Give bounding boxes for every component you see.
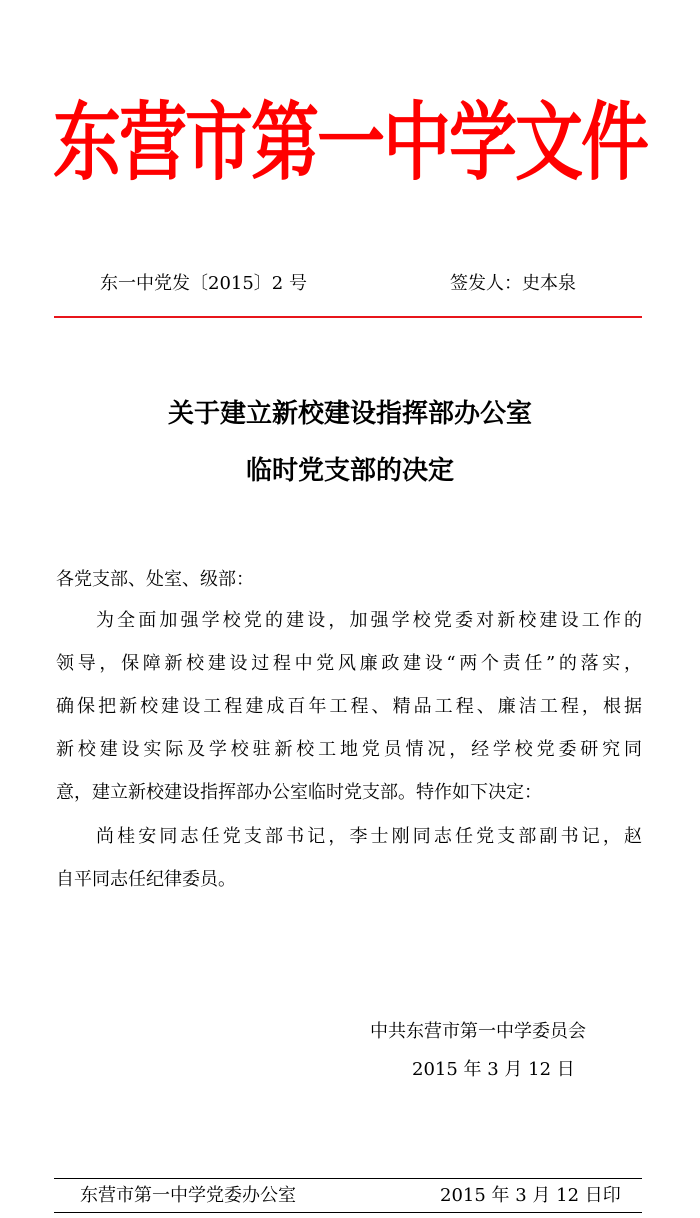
- document-masthead: 东营市第一中学文件: [52, 93, 647, 193]
- issuing-organization: 中共东营市第一中学委员会: [370, 1021, 586, 1042]
- document-title-line-2: 临时党支部的决定: [245, 456, 454, 486]
- paragraph-1-line: 领导，保障新校建设过程中党风廉政建设“两个责任”的落实，: [56, 653, 642, 674]
- paragraph-1-line: 新校建设实际及学校驻新校工地党员情况，经学校党委研究同: [56, 739, 642, 760]
- paragraph-2-line: 尚桂安同志任党支部书记，李士刚同志任党支部副书记，赵: [96, 826, 642, 847]
- document-title-line-1: 关于建立新校建设指挥部办公室: [167, 399, 532, 429]
- issue-date: 2015 年 3 月 12 日: [412, 1059, 575, 1080]
- footer-top-rule: [54, 1178, 642, 1179]
- salutation: 各党支部、处室、级部：: [56, 569, 254, 590]
- footer-office: 东营市第一中学党委办公室: [80, 1185, 296, 1206]
- header-red-rule: [54, 316, 642, 318]
- document-number: 东一中党发〔2015〕2 号: [100, 273, 307, 294]
- paragraph-1-line: 确保把新校建设工程建成百年工程、精品工程、廉洁工程，根据: [56, 696, 642, 717]
- footer-print-date: 2015 年 3 月 12 日印: [440, 1185, 621, 1206]
- paragraph-1-line: 意，建立新校建设指挥部办公室临时党支部。特作如下决定：: [56, 782, 542, 803]
- paragraph-1-line: 为全面加强学校党的建设，加强学校党委对新校建设工作的: [96, 610, 642, 631]
- signer: 签发人：史本泉: [450, 273, 576, 294]
- footer-bottom-rule: [54, 1212, 642, 1213]
- paragraph-2-line: 自平同志任纪律委员。: [56, 869, 236, 890]
